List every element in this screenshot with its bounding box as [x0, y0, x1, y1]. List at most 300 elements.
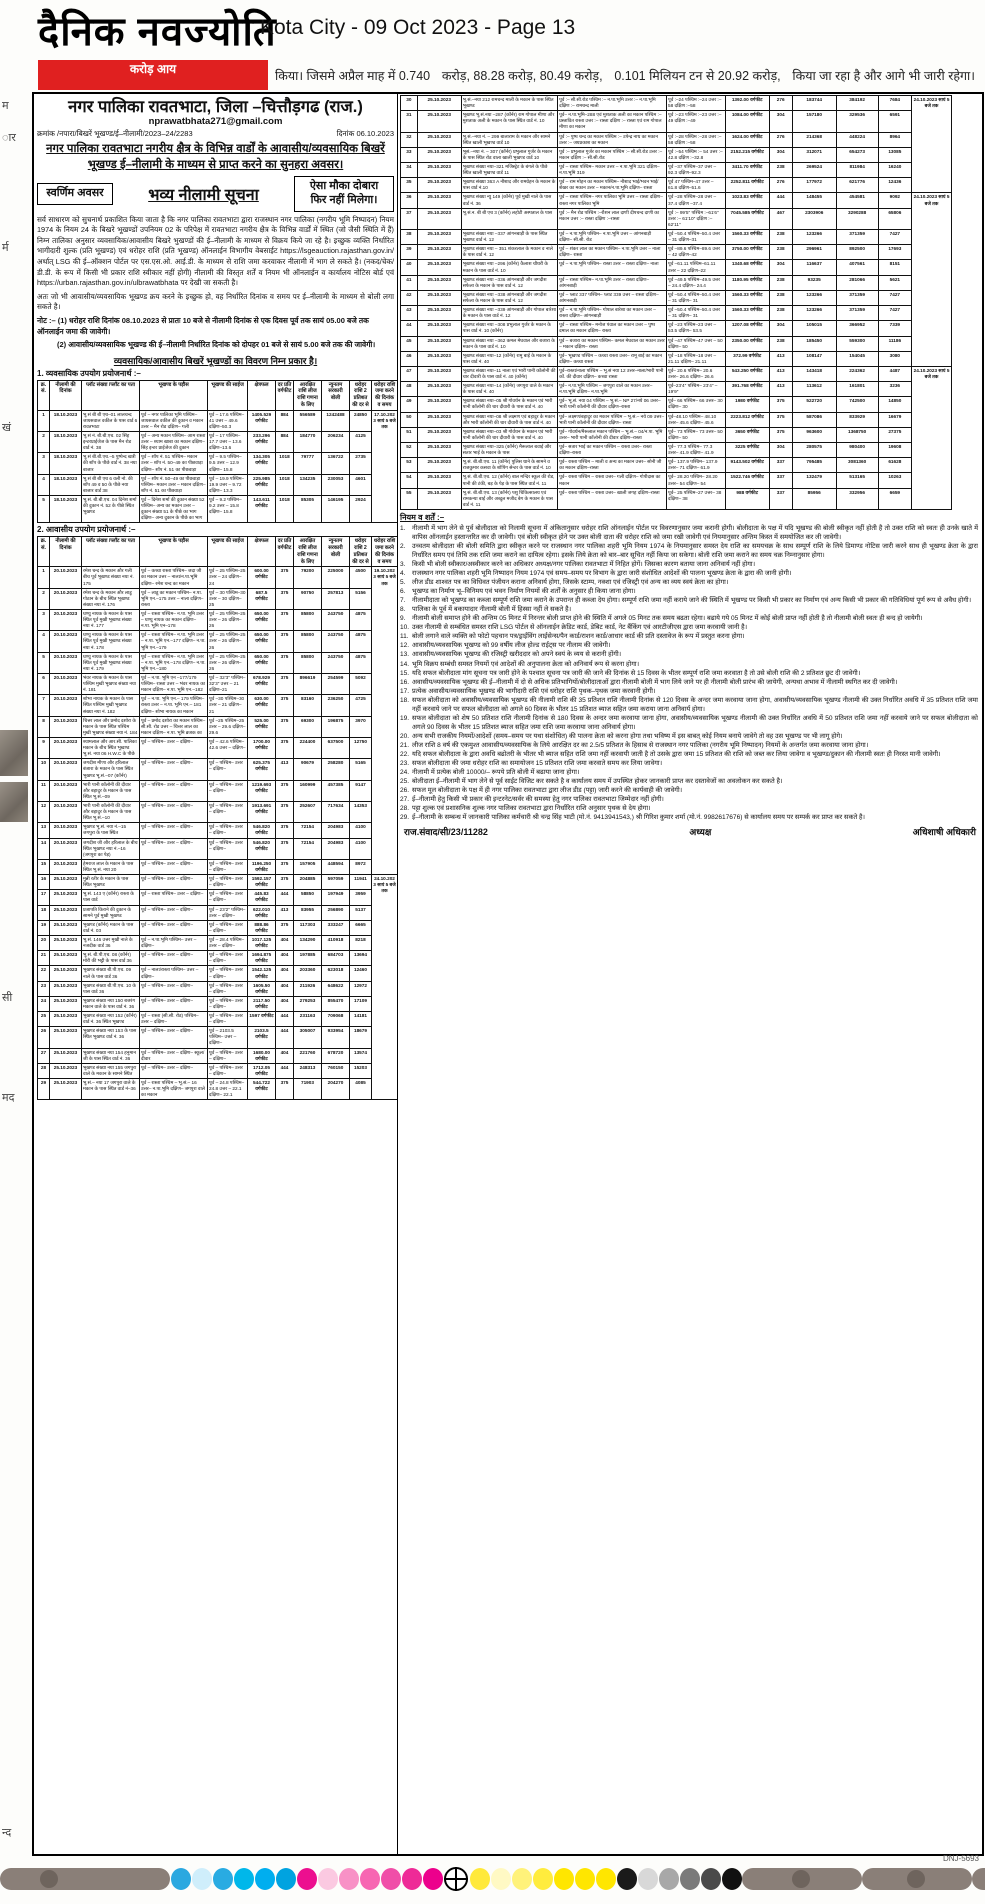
table-cell: 4085 [350, 1079, 372, 1100]
cutoff-photo [0, 730, 28, 776]
table-cell: 157180 [792, 111, 836, 132]
term-text: ई–नीलामी के सम्बन्ध में जानकारी पालिका कर्मचारी श्री चन्द्र सिंह भाटी (मो.नं. 9413941543,) श्री गिरिश कुमार शर्मा (मो.नं. 9982617676) से कार्यालय समय पर सम्पर्क कर प्राप्त कर सकते है। [412, 814, 865, 822]
table-cell: 25.10.2023 [417, 306, 461, 321]
table-cell: 224400 [294, 738, 322, 759]
table-cell: 375 [276, 631, 294, 652]
table-cell: 18.10.2023 [50, 410, 82, 431]
term-number: 2. [400, 543, 406, 551]
table-cell: पूर्व –25 पश्चिम–25 उत्तर – 29.6 दक्षिण–29.6 [208, 716, 248, 737]
calibration-dot [722, 1868, 742, 1890]
table-cell: 85956 [792, 488, 836, 509]
table-cell: भारी पानी कॉलोनी की दीवार और बहादुर के मकान के पास स्थित भू.सं.–10 [82, 801, 140, 822]
table-cell: 16240 [878, 162, 912, 177]
table-cell: 760150 [322, 1063, 350, 1078]
table-row [401, 351, 952, 366]
term-number: 1. [400, 525, 406, 533]
term-number: 8. [400, 606, 406, 614]
column-header: दर प्रति वर्गफीट [276, 380, 294, 410]
table-cell: 85800 [294, 610, 322, 631]
table-cell: 20.10.2023 [50, 738, 82, 759]
table-cell: पूर्व :– मैन रोड पश्चिम :–रौशन लाल दाणी दीपचन्द दाणी का मकान उत्तर :– रास्ता दक्षिण :–रास्ता [558, 208, 667, 229]
table-cell: 25.10.2023 [50, 1048, 82, 1063]
table-cell: 18.10.2023 [50, 431, 82, 452]
table-cell: 3225 वर्गफीट [725, 443, 769, 458]
table-cell: 963600 [792, 427, 836, 442]
table-cell: 20 [38, 935, 50, 950]
table-cell: रमेश चन्द के मकान और लाडू गोठान के बीच स्थित भूखण्ड संख्या नया नं. 176 [82, 588, 140, 609]
table-cell: पूर्व :– 99′5″ पश्चिम :–61′6″ उत्तर :– 61′10″ दक्षिण :–62′11″ [667, 208, 726, 229]
table-row [38, 951, 398, 966]
table-cell: पूर्व– लक्ष्मण/बहादुर का मकान पश्चिम – भू.सं.– नये 09 उत्तर– भारी पानी कॉलोनी की दीवार दक्षिण– रास्ता [558, 412, 667, 427]
term-item [400, 687, 978, 696]
table-cell: 36 [401, 193, 418, 208]
term-number: 11. [400, 633, 409, 641]
table-cell: 258280 [322, 759, 350, 780]
term-text: सफल मूल बोलीदाता के पक्ष में ही नगर पालिका रावतभाटा द्वारा लीज डीड (पट्टा) जारी करने की कार्यवाही की जावेगी। [412, 786, 683, 794]
press-id: DNJ-5693 [942, 1854, 979, 1863]
term-number: 6. [400, 588, 406, 596]
table-row [401, 96, 952, 111]
table-cell: घण्यु नायक के मकान के पास स्थित पूर्व मुखी भूखण्ड संख्या नया नं. 178 [82, 631, 140, 652]
term-number: 18. [400, 696, 410, 704]
table-cell: भू.सं नं. बी.बी.एच. 02 सिंह इन्टरप्राईजेज के पास मैन रोड वार्ड नं. 38 [82, 431, 140, 452]
table-cell: 2924 [350, 495, 372, 522]
table-cell: पूर्व – 17 पश्चिम–17.7 उत्तर – 13.6 दक्षिण–13.6 [208, 431, 248, 452]
term-number: 14. [400, 660, 410, 668]
terms-list [400, 524, 978, 822]
table-cell: पूर्व – पश्चिम– उत्तर – दक्षिण– [140, 996, 208, 1011]
column-header: क्षेत्रफल [248, 380, 276, 410]
table-cell: 47 [401, 366, 418, 381]
auction-table [37, 380, 398, 524]
term-item [400, 560, 978, 569]
table-cell: पूर्व– 25 पश्चिम–27 उत्तर– 38 दक्षिण– 38 [667, 488, 726, 509]
table-cell: पूर्व –61.11 पश्चिम–61.11 उत्तर – 22 दक्षिण–22 [667, 260, 726, 275]
table-cell: 204885 [294, 875, 322, 890]
table-row [401, 306, 952, 321]
deposit-deadline-cell: 24.10.2023 सायं 5 बजे तक [372, 875, 398, 1100]
table-cell: 14181 [350, 1012, 372, 1027]
table-cell: 1017.125 वर्गफीट [248, 935, 276, 950]
table-cell: पूर्व – 19.9 पश्चिम– 19.9 उत्तर – 9.72 दक्षिण– 13.3 [208, 474, 248, 495]
table-cell: 375 [276, 695, 294, 716]
table-cell: 375 [276, 674, 294, 695]
table-cell: 25.10.2023 [417, 147, 461, 162]
table-cell: 375 [276, 610, 294, 631]
signature-row [400, 825, 980, 838]
table-cell: 42 [401, 290, 418, 305]
term-text: राजस्थान नगर पालिका शहरी भूमि निष्पादन नियम 1974 एवं समय–समय पर विभाग के द्वारा जारी संशोधित आदेशों की पालना भूखण्ड क्रेता के द्वारा की जानी होगी। [412, 570, 792, 578]
terms-and-conditions [400, 512, 980, 822]
term-item [400, 714, 978, 732]
table-cell: पूर्व– 28.20 पश्चिम– 28.20 उत्तर– 54 दक्षिण– 54 [667, 473, 726, 488]
table-cell: 4725 [350, 695, 372, 716]
table-cell: 4125 [350, 431, 372, 452]
table-row [38, 453, 398, 474]
table-row [401, 132, 952, 147]
table-cell: 413 [769, 366, 792, 381]
table-row [38, 1027, 398, 1048]
table-cell: 413 [276, 759, 294, 780]
table-row [38, 431, 398, 452]
table-cell: 1340.68 वर्गफीट [725, 260, 769, 275]
term-item [400, 542, 978, 560]
table-cell: भूखण्ड संख्या नया –308 प्रभुलाल गुर्जर के मकान के पास वार्ड नं. 10 (कॉर्नर) [461, 321, 557, 336]
table-row [401, 336, 952, 351]
term-item [400, 669, 978, 678]
table-cell: 25.10.2023 [417, 473, 461, 488]
table-cell: 525.00 वर्गफीट [248, 716, 276, 737]
table-cell: पूर्व :–28 पश्चिम :–28 उत्तर :–58 दक्षिण :–58 [667, 132, 726, 147]
term-item [400, 614, 978, 623]
table-cell: 25.10.2023 [50, 905, 82, 920]
table-cell: पूर्व – पश्चिम– उत्तर – दक्षिण– [208, 890, 248, 905]
deposit-deadline-cell: 24.10.2023 सायं 5 बजे तक [912, 193, 952, 367]
term-text: किसी भी बोली स्वीकार/अस्वीकार करने का अधिकार अध्यक्ष/नगर पालिका रावतभाटा में निहित होगें। जिसका कारण बताया जाना अनिवार्य नहीं होगा। [412, 561, 756, 569]
table-cell: 375 [769, 427, 792, 442]
table-cell: 650.00 वर्गफीट [248, 610, 276, 631]
table-cell: 304 [769, 260, 792, 275]
cutoff-text-fragment: ार [2, 132, 16, 144]
table-row [401, 229, 952, 244]
table-cell: 717634 [322, 801, 350, 822]
table-cell: 25.10.2023 [417, 382, 461, 397]
table-cell: 184770 [294, 431, 322, 452]
cutoff-text-fragment: म [2, 100, 9, 112]
table-cell: 18.10.2023 [50, 474, 82, 495]
table-cell: 896619 [294, 674, 322, 695]
table-row [401, 473, 952, 488]
table-cell: पूर्व – पश्चिम– उत्तर – दक्षिण– [140, 1063, 208, 1078]
table-cell: 45 [401, 336, 418, 351]
table-cell: 1392.00 वर्गफीट [725, 96, 769, 111]
table-cell: पूर्व –50.4 पश्चिम–50.4 उत्तर – 31 दक्षिण– 31 [667, 306, 726, 321]
table-row [38, 1048, 398, 1063]
table-row [38, 801, 398, 822]
table-cell: 238 [769, 290, 792, 305]
table-cell: 884 [276, 410, 294, 431]
table-cell: 25.10.2023 [50, 1063, 82, 1078]
calibration-bar [742, 1868, 862, 1890]
table-cell: 248313 [294, 1063, 322, 1078]
calibration-bar [0, 1868, 170, 1890]
table-cell: 276 [769, 132, 792, 147]
table-cell: पूर्व – 32′3″ पश्चिम–32′3″ उत्तर – 21 दक्षिण–21 [208, 674, 248, 695]
table-cell: 143.611 वर्गफीट [248, 495, 276, 522]
calibration-dot [297, 1868, 317, 1890]
deposit-deadline-cell: 19.10.2023 सायं 5 बजे तक [372, 567, 398, 875]
table-cell: पूर्व – 9.5 पश्चिम– 9.5 उत्तर – 12.9 दक्षिण– 15.8 [208, 453, 248, 474]
auction-notice-box [32, 92, 984, 1856]
table-cell: 238 [769, 306, 792, 321]
table-cell: 40 [401, 260, 418, 275]
calibration-dot [339, 1868, 359, 1890]
term-number: 20. [400, 732, 410, 740]
table-cell: 25.10.2023 [417, 351, 461, 366]
table-cell: भू.सं बी.बी.एच.–5 पुष्पेन्द खत्री की शॉप के पीछे वार्ड नं. 38 नया बाजार [82, 453, 140, 474]
table-cell: 384192 [836, 96, 878, 111]
table-row [401, 111, 952, 132]
table-cell: 884 [276, 431, 294, 452]
residential-auction-table [37, 536, 394, 1100]
table-cell: 204983 [322, 838, 350, 859]
table-cell: पूर्व –50.4 पश्चिम–50.4 उत्तर – 31 दक्षिण–31 [667, 229, 726, 244]
table-cell: 1597 वर्गफीट [248, 1012, 276, 1027]
table-cell: 25.10.2023 [417, 443, 461, 458]
table-cell: 25.10.2023 [50, 951, 82, 966]
table-cell: 5165 [350, 759, 372, 780]
table-cell: पूर्व –18 पश्चिम–18 उत्तर – 21.11 दक्षिण– 21.11 [667, 351, 726, 366]
term-item [400, 524, 978, 542]
table-cell: 375 [276, 859, 294, 874]
table-cell: 543.250 वर्गफीट [725, 366, 769, 381]
table-cell: पूर्व – लाडू का मकान पश्चिम– न.पा. भूमि एन.–175 उत्तर – नाला दक्षिण– रास्ता [140, 588, 208, 609]
table-cell: 49 [401, 397, 418, 412]
table-cell: भूखण्ड (कॉर्नर) मकान के पास वार्ड नं. 03 [82, 920, 140, 935]
table-cell: 1980 वर्गफीट [725, 397, 769, 412]
table-cell: पूर्व – प्रमोद दशोरा का मकान पश्चिम– सी.सी. रोड उत्तर – चित्तर लाल का मकान दक्षिण– न.पा. भूमि ब्रजक का [140, 716, 208, 737]
table-cell: पूर्व– 66 पश्चिम– 66 उत्तर– 30 दक्षिण– 30 [667, 397, 726, 412]
table-cell: पूर्व– भूखण्ड पश्चिम – कच्चा रास्ता उत्तर– रामू बाई का मकान दक्षिण– कच्चा रास्ता [558, 351, 667, 366]
signature-executive-officer: अधिशाषी अधिकारी [912, 827, 976, 838]
table-cell: पूर्व :– प्रभुलाल गुर्जर का मकान पश्चिम :– सी.सी.रोड उत्तर :– मकान दक्षिण :– सी.सी.रोड [558, 147, 667, 162]
table-cell: भंवर नायक के मकान के पास पश्चिम मुखी भूखण्ड संख्या नया नं. 181 [82, 674, 140, 695]
table-cell: पूर्व– 73 पश्चिम– 73 उत्तर– 50 दक्षिण– 50 [667, 427, 726, 442]
table-cell: 43 [401, 306, 418, 321]
left-margin-fragments [0, 90, 30, 1850]
table-cell: 16679 [878, 412, 912, 427]
table-cell: 25.10.2023 [50, 1027, 82, 1048]
table-cell: पूर्व– 137.9 पश्चिम– 137.9 उत्तर– 71 दक्षिण– 61.9 [667, 458, 726, 473]
term-text: यदि सफल बोलीदाता के द्वारा अवधि बढोतरी के भीतर भी ब्याज सहित राशि जमा नहीं करवायी जाती है तो उसके द्वारा जमा 15 प्रतिशत की राशि को जब्त कर लिया जावेगा व भूखण्ड/दुकान की नीलामी स्वतः ही निरस्त मानी जावेगी। [412, 750, 941, 758]
table-cell: 332956 [836, 488, 878, 509]
table-row [401, 245, 952, 260]
table-cell: पूर्व – अन्य मकान पश्चिम– आम रास्ता उत्तर – श्याम खाबा का मकान दक्षिण– सिंह इन्टर प्राईजेज की दुकान [140, 431, 208, 452]
table-cell: 444 [276, 1063, 294, 1078]
table-row [38, 935, 398, 950]
term-item [400, 605, 978, 614]
table-cell: 25.10.2023 [417, 458, 461, 473]
term-item [400, 587, 978, 596]
table-cell: 27 [38, 1048, 50, 1063]
table-cell: जगदीश जी और हरिलाल के बीच स्थित भूखण्ड नया नं.–16 (जगपुरा का पेड़) [82, 838, 140, 859]
table-row [38, 823, 398, 838]
table-row [38, 966, 398, 981]
table-cell: 4601 [350, 474, 372, 495]
table-cell: 2 [38, 588, 50, 609]
column-header: प्लॉट संख्या /प्लॉट का पता [82, 537, 140, 567]
table-cell: 254599 [322, 674, 350, 695]
calibration-dot [192, 1868, 212, 1890]
term-item [400, 813, 978, 822]
table-cell: पूर्व – 2103.5 पश्चिम– उत्तर – दक्षिण– [208, 1027, 248, 1048]
table-cell: 132479 [792, 473, 836, 488]
table-cell: 18.10.2023 [50, 495, 82, 522]
term-item [400, 777, 978, 786]
table-cell: 4 [38, 631, 50, 652]
table-cell: 1 [38, 567, 50, 588]
table-cell: 795485 [792, 458, 836, 473]
column-header: क्र. सं. [38, 537, 50, 567]
term-text: नीलामी बोली समाप्त होने की अन्तिम 05 मिनट में निरन्तर बोली प्राप्त होने की स्थिति में अगले 05 मिनट तक समय बढता रहेगा। बढाये गये 05 मिनट में कोई बोली प्राप्त नहीं होती है तो नीलामी बोली स्वतः ही बन्द हो जायेगी। [412, 615, 923, 623]
table-cell: 375 [769, 397, 792, 412]
table-cell: पूर्व –37 पश्चिम–37 उत्तर – 92.3 दक्षिण–92.3 [667, 162, 726, 177]
table-cell: भू.सं.न. बी बी एच 3 (कॉर्नर) लहोटी अस्पताल के पास [461, 208, 557, 229]
table-cell: 6 [38, 674, 50, 695]
table-cell: 1560.33 वर्गफीट [725, 306, 769, 321]
table-cell: पूर्व – नगर पालिका भूमि पश्चिम– जायसवाल वकील की दुकान व मकान उत्तर – मैन रोड दक्षिण– गली [140, 410, 208, 431]
table-cell: भू.सं.– नया 17 जगपुरा वाले के मकान के पास स्थित वार्ड नं–36 [82, 1079, 140, 1100]
table-cell: 157905 [294, 859, 322, 874]
table-cell: 90679 [294, 759, 322, 780]
calibration-dot [491, 1868, 511, 1890]
table-cell: 25.10.2023 [417, 111, 461, 132]
cutoff-text-fragment: न्द [2, 1827, 12, 1839]
table-cell: 337 [769, 473, 792, 488]
headline-fragment: किया। जिसमे अप्रैल माह में 0.740 [275, 68, 431, 83]
table-cell: 123266 [792, 229, 836, 244]
table-cell: पूर्व – पश्चिम– उत्तर – दक्षिण– [140, 823, 208, 838]
table-cell: 4487 [878, 366, 912, 381]
table-cell: 204983 [322, 823, 350, 838]
table-cell: 454581 [836, 193, 878, 208]
table-cell: 14850 [878, 397, 912, 412]
table-cell: 20.10.2023 [50, 695, 82, 716]
table-cell: 375 [276, 652, 294, 673]
table-cell: 625.375 वर्गफीट [248, 759, 276, 780]
table-cell: पूर्व – 25 पश्चिम–25 उत्तर – 26 दक्षिण–26 [208, 652, 248, 673]
table-cell: 177972 [792, 178, 836, 193]
table-cell: 650.00 वर्गफीट [248, 652, 276, 673]
table-cell: 855470 [322, 996, 350, 1011]
table-cell: 4875 [350, 610, 372, 631]
table-cell: 12972 [350, 981, 372, 996]
table-cell: पूर्व – पश्चिम– उत्तर – दक्षिण– [140, 1027, 208, 1048]
table-cell: भूखण्ड भू.सं.नया –287 (कॉर्नर) राम गोपाल मीणा और मुशताक अली के मकान के पास स्थित वार्ड नं. 10 [461, 111, 557, 132]
table-cell: भू.सं. बी.बी.एच. 11 (कॉर्नर) पुलिस थाने के सामने व राजकुमार कसवा के शोपिंग सेन्टर के पास वार्ड नं. 10 [461, 458, 557, 473]
term-number: 29. [400, 814, 410, 822]
term-number: 10. [400, 624, 410, 632]
calibration-dot [381, 1868, 401, 1890]
table-cell: 34 [401, 162, 418, 177]
table-cell: 236250 [322, 695, 350, 716]
table-cell: पूर्व – पश्चिम– उत्तर – दक्षिण– [208, 780, 248, 801]
table-cell: 2152.215 वर्गफीट [725, 147, 769, 162]
term-item [400, 804, 978, 813]
table-cell: 12460 [350, 966, 372, 981]
table-cell: 8964 [878, 132, 912, 147]
table-cell: 391.768 वर्गफीट [725, 382, 769, 397]
table-cell: 25 [38, 1012, 50, 1027]
term-text: बोलीदाता ई–नीलामी में भाग लेने से पूर्व साईट विजिट कर सकते है व कार्यालय समय में उपस्थित होकर जानकारी प्राप्त कर दस्तावेजों का अवलोकन कर सकते है। [412, 777, 783, 785]
table-cell: 8151 [878, 260, 912, 275]
table-cell: 9147 [350, 780, 372, 801]
table-cell: पूर्व – रास्ता पश्चिम– न.पा.भूमि उत्तर – रास्ता दक्षिण– आंगनबाड़ी [558, 275, 667, 290]
table-row [38, 738, 398, 759]
table-cell: 19608 [878, 443, 912, 458]
table-cell: पूर्व – पश्चिम– उत्तर – दक्षिण– [208, 759, 248, 780]
table-cell: पूर्व – पश्चिम– उत्तर – दक्षिण– [208, 875, 248, 890]
table-cell: 296961 [792, 245, 836, 260]
table-cell: पूर्व – पश्चिम– उत्तर – दक्षिण– [208, 1012, 248, 1027]
table-cell: 11 [38, 780, 50, 801]
table-cell: 1219.693 वर्गफीट [248, 780, 276, 801]
table-cell: 90750 [294, 588, 322, 609]
table-cell: 15 [38, 859, 50, 874]
table-cell: 404 [276, 966, 294, 981]
term-text: आवासीय/व्यवसायिक भूखण्ड की रजिस्ट्री खरीददार को अपने स्वयं के व्यय से करानी होंगी। [412, 651, 622, 659]
table-cell: 46 [401, 351, 418, 366]
table-cell: भूखण्ड संख्या नया 152 (कॉर्नर) वार्ड नं. 36 स्थित भूखण्ड [82, 1012, 140, 1027]
table-cell: पूर्व :–24 पश्चिम :–24 उत्तर :–58 दक्षिण :–58 [667, 96, 726, 111]
table-cell: 637500 [322, 738, 350, 759]
table-cell: 546.820 वर्गफीट [248, 838, 276, 859]
column-header: भूखण्ड के पड़ौस [140, 537, 208, 567]
calibration-dot [423, 1868, 443, 1890]
table-cell: 37 [401, 208, 418, 229]
table-cell: 404 [276, 996, 294, 1011]
table-cell: पूर्व – रास्ता पश्चिम– नगर पालिका भूमि उत्तर – रास्ता दक्षिण– रास्ता नगर पालिका भूमि [558, 193, 667, 208]
table-cell: 3 [38, 610, 50, 631]
table-cell: पूर्व – 30 पश्चिम–30 उत्तर – 30 दक्षिण–25 [208, 588, 248, 609]
table-row [38, 588, 398, 609]
calibration-dot [234, 1868, 254, 1890]
table-cell: 65806 [878, 208, 912, 229]
table-cell: 25.10.2023 [50, 966, 82, 981]
table-cell: 71903 [294, 1079, 322, 1100]
table-cell: 3290288 [836, 208, 878, 229]
table-cell: 25.10.2023 [50, 875, 82, 890]
table-row [401, 178, 952, 193]
table-cell: 407561 [836, 260, 878, 275]
table-cell: 5 [38, 495, 50, 522]
table-cell: 26 [38, 1027, 50, 1048]
table-cell: 25.10.2023 [50, 1079, 82, 1100]
table-cell: भूखण्ड संख्या नया–11 नाला एवं भारी पानी कॉलोनी की चार दीवारी के पास वार्ड नं. 40 (कॉर्नर) [461, 366, 557, 381]
term-number: 9. [400, 615, 406, 623]
table-cell: जगदीश मीणा और हरिलाल बंजारा के मकान के पास स्थित भूखण्ड भू.सं.–07 (कॉर्नर) [82, 759, 140, 780]
table-cell: 20.10.2023 [50, 567, 82, 588]
table-cell: पूर्व – 28.4 पश्चिम– उत्तर – दक्षिण– [208, 935, 248, 950]
table-cell: 1700.00 वर्गफीट [248, 738, 276, 759]
table-cell: 25.10.2023 [417, 397, 461, 412]
table-cell: 25.10.2023 [50, 1012, 82, 1027]
term-text: सफल बोलीदाता को अवासीय/व्यवसायिक भूखण्ड की नीलामी राशि की 35 प्रतिशत राशि नीलामी दिनांक से 120 दिवस के अन्दर जमा करवाया जाना होगा, अवासीय/व्यवसायिक भूखण्ड नीलामी की उक्त निर्धारित अवधि में 35 प्रतिशत राशि जमा नहीं करवाये जाने पर सफल बोलीदाता को अगले 60 दिवस के भीतर 15 प्रतिशत ब्याज सहित जमा कराया जाना अनिवार्य होगा। [412, 696, 978, 713]
table-cell: पूर्व – न.पा.भूमि पश्चिम– उत्तर – दक्षिण– [140, 935, 208, 950]
table-cell: 304 [769, 321, 792, 336]
table-cell: पूर्व– न.पा.भूमि पश्चिम – जगपुरा वाले का मकान उत्तर– न.पा.भूमि दक्षिण– न.पा.भूमि [558, 382, 667, 397]
table-cell: 7339 [878, 321, 912, 336]
table-cell: 54 [401, 473, 418, 488]
table-row [401, 412, 952, 427]
table-cell: 3650 वर्गफीट [725, 427, 769, 442]
table-row [38, 905, 398, 920]
table-cell: भूखण्ड संख्या नया –362 कमल मेघवाल और बजारा के मकान के पास वार्ड नं. 10 [461, 336, 557, 351]
table-cell: 238 [769, 245, 792, 260]
table-cell: भूखण्ड संख्या नया–03 श्री गोर्वधन के मकान एवं भारी पानी कॉलोनी की चार दीवारी के पास वार्ड नं. 40 [461, 427, 557, 442]
deposit-deadline-cell: 17.10.2023 सायं 5 बजे तक [372, 410, 398, 523]
term-item [400, 578, 978, 587]
table-cell: भूखण्ड संख्या नया–321 मजिस्ट्रेट के बंगले के पीछे स्थित खाली भुखण्ड वार्ड 11 [461, 162, 557, 177]
table-cell: 25.10.2023 [417, 321, 461, 336]
table-cell: चित्तर लाल और प्रमोद दशोरा के मकान के पास स्थित पश्चिम मुखी भुखण्ड संख्या नया नं. 184 [82, 716, 140, 737]
notice-right-column [398, 94, 982, 1854]
table-cell: 811984 [836, 162, 878, 177]
table-cell: 225.985 वर्गफीट [248, 474, 276, 495]
term-item [400, 750, 978, 759]
table-cell: 678.929 वर्गफीट [248, 674, 276, 695]
table-cell: पूर्व –23 पश्चिम–23 उत्तर – 53.5 दक्षिण– 53.5 [667, 321, 726, 336]
